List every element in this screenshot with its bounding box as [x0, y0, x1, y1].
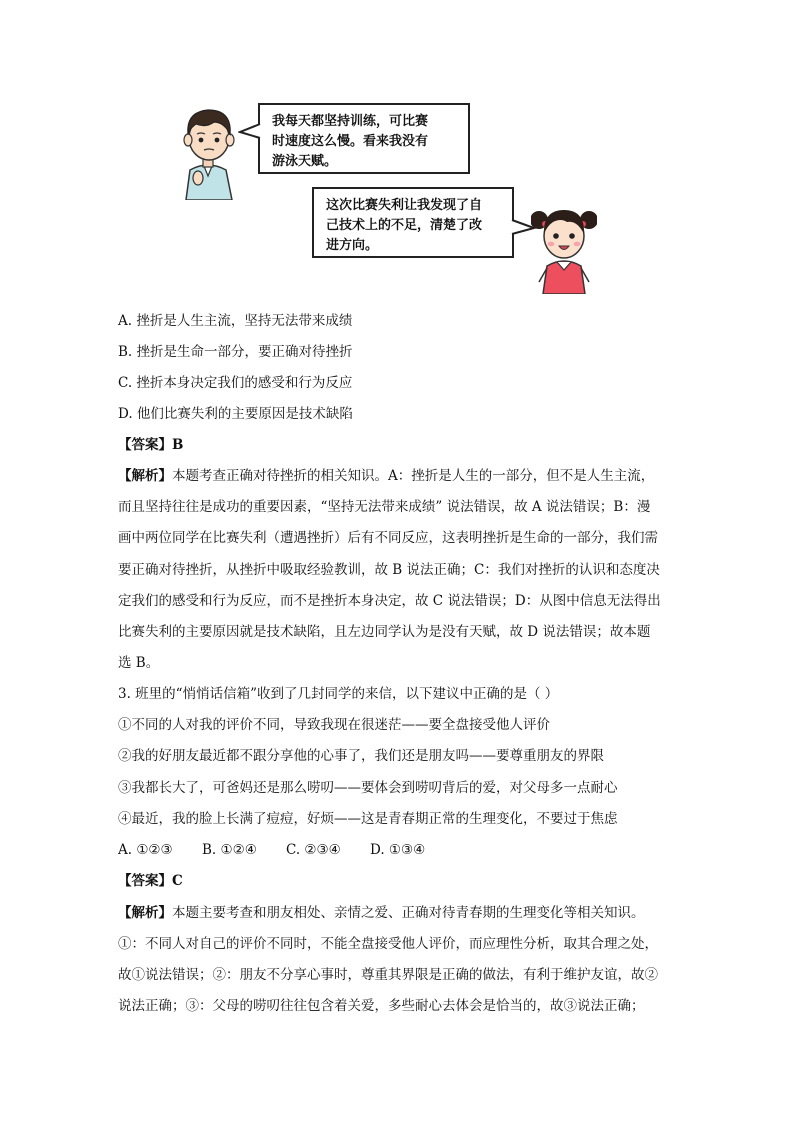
boy-speech-bubble — [258, 103, 470, 174]
analysis-line: 定我们的感受和行为反应，而不是挫折本身决定，故 C 说法错误；D：从图中信息无法得出 — [118, 593, 661, 609]
boy-bubble-tail — [238, 122, 262, 142]
option-a: A. 挫折是人生主流，坚持无法带来成绩 — [118, 313, 353, 329]
speech-line: 时速度这么慢。看来我没有 — [272, 134, 429, 149]
statement-item: ①不同的人对我的评价不同，导致我现在很迷茫——要全盘接受他人评价 — [118, 717, 550, 733]
analysis-text: 本题主要考查和朋友相处、亲情之爱、正确对待青春期的生理变化等相关知识。 — [172, 905, 645, 921]
girl-cartoon — [531, 198, 597, 294]
answer-label: 【答案】C — [118, 873, 183, 889]
speech-line: 游泳天赋。 — [272, 154, 338, 169]
speech-line: 我每天都坚持训练，可比赛 — [272, 114, 429, 129]
option-b: B. 挫折是生命一部分，要正确对待挫折 — [118, 344, 353, 360]
analysis-line: 要正确对待挫折，从挫折中吸取经验教训，故 B 说法正确；C：我们对挫折的认识和态度决 — [118, 562, 660, 578]
speech-line: 进方向。 — [326, 238, 379, 253]
statement-item: ④最近，我的脸上长满了痘痘，好烦——这是青春期正常的生理变化，不要过于焦虑 — [118, 811, 618, 827]
choice-b: B. ①②④ — [202, 842, 257, 858]
analysis-label: 【解析】 — [118, 468, 172, 484]
choice-c: C. ②③④ — [286, 842, 341, 858]
answer-label: 【答案】B — [118, 437, 184, 453]
choice-row — [118, 840, 454, 860]
analysis-text: 本题考查正确对待挫折的相关知识。A：挫折是人生的一部分，但不是人生主流， — [172, 468, 655, 484]
choice-a: A. ①②③ — [118, 842, 173, 858]
analysis-label: 【解析】 — [118, 905, 172, 921]
boy-cartoon — [176, 104, 240, 200]
analysis-line — [118, 466, 654, 486]
analysis-line: 选 B。 — [118, 655, 160, 671]
analysis-line: 故①说法错误；②：朋友不分享心事时，尊重其界限是正确的做法，有利于维护友谊，故② — [118, 967, 658, 983]
statement-item: ③我都长大了，可爸妈还是那么唠叨——要体会到唠叨背后的爱，对父母多一点耐心 — [118, 780, 618, 796]
speech-line: 己技术上的不足，清楚了改 — [326, 218, 483, 233]
statement-item: ②我的好朋友最近都不跟分享他的心事了，我们还是朋友吗——要尊重朋友的界限 — [118, 748, 604, 764]
analysis-line: 比赛失利的主要原因就是技术缺陷，且左边同学认为是没有天赋，故 D 说法错误；故本题 — [118, 624, 651, 640]
question-stem: 3. 班里的“悄悄话信箱”收到了几封同学的来信，以下建议中正确的是（ ） — [118, 686, 559, 702]
analysis-line: 说法正确；③：父母的唠叨往往包含着关爱，多些耐心去体会是恰当的，故③说法正确； — [118, 998, 645, 1014]
option-c: C. 挫折本身决定我们的感受和行为反应 — [118, 375, 353, 391]
choice-d: D. ①③④ — [370, 842, 426, 858]
analysis-line — [118, 903, 645, 923]
girl-speech-bubble — [312, 187, 514, 258]
speech-line: 这次比赛失利让我发现了自 — [326, 198, 483, 213]
option-d: D. 他们比赛失利的主要原因是技术缺陷 — [118, 406, 353, 422]
analysis-line: 画中两位同学在比赛失利（遭遇挫折）后有不同反应，这表明挫折是生命的一部分，我们需 — [118, 530, 658, 546]
analysis-line: 而且坚持往往是成功的重要因素，“坚持无法带来成绩” 说法错误，故 A 说法错误；B：漫 — [118, 499, 651, 515]
analysis-line: ①：不同人对自己的评价不同时，不能全盘接受他人评价，而应理性分析，取其合理之处， — [118, 936, 658, 952]
